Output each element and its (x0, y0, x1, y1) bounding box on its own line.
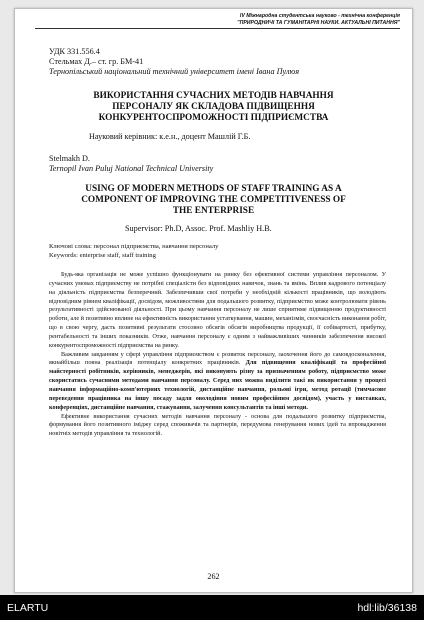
keywords-ua: Ключові слова: персонал підприємства, навчання персоналу (49, 243, 219, 250)
title-ua-line: ВИКОРИСТАННЯ СУЧАСНИХ МЕТОДІВ НАВЧАННЯ (93, 91, 334, 101)
header-rule (35, 28, 400, 29)
keywords-block (49, 242, 386, 260)
footer-repository-label: ELARTU (7, 602, 49, 614)
title-en-line: THE ENTERPRISE (172, 206, 255, 216)
conference-header-line1: IV Міжнародна студентська науково - технічна конференція (239, 13, 400, 19)
author-block-ua (49, 47, 386, 77)
paragraph-1: Будь-яка організація не може успішно функціонувати на ринку без ефективної системи управління персоналом. У сучасних умовах підприємству не потрібні спеціалісти без відповідних навичок, знань та вмінь. Вплив кадрового потенціалу на діяльність підприємства безперечний. Забезпечивши свої потреби у необхідній кількості працівників, що володіють відповідним рівнем кваліфікації, досвідом, можливостями для подальшого розвитку, підприємство може контролювати рівень результативності здійснюваної діяльності. При цьому навчання персоналу не лише сприятиме підвищенню продуктивності роботи, але й позитивно вплине на ефективність використання устаткування, машин, механізмів, своєчасність виконання робіт, що в свою чергу, дасть позитивні результати стосовно обсягів обсягів виробництва продукції, її собівартості, прибутку, рентабельності та інших показників. Отже, навчання персоналу є одним з найважливіших чинників забезпечення високої конкурентоспроможності підприємства на ринку. (49, 271, 386, 349)
title-ua-line: ПЕРСОНАЛУ ЯК СКЛАДОВА ПІДВИЩЕННЯ (112, 102, 315, 112)
footer-bar (0, 595, 424, 620)
title-en (37, 184, 390, 217)
supervisor-en: Supervisor: Ph.D, Assoc. Prof. Mashliy H.B. (125, 224, 272, 233)
page-number: 262 (207, 572, 220, 581)
conference-header-line2: "ПРИРОДНИЧІ ТА ГУМАНІТАРНІ НАУКИ. АКТУАЛЬНІ ПИТАННЯ" (237, 20, 400, 26)
paragraph-2-bold: Для підвищення кваліфікації та професійної майстерності робітників, керівників, менеджерів, які виконують різну за призначенням роботу, підприємство може скористатись сучасними методами навчання персоналу. Серед них можна виділити такі як використання у процесі навчання інформаційно-комп'ютерних технологій, дистанційне навчання, рольові ігри, метод ротації (тимчасове переведення працівника на іншу посаду задля оволодіння новим професійним досвідом), участь у виставках, конференціях, дистанційне навчання, стажування, залучення консультантів та інші методи. (49, 359, 386, 411)
title-en-line: USING OF MODERN METHODS OF STAFF TRAINING AS A (85, 184, 342, 194)
title-ua (37, 91, 390, 124)
footer-handle-link[interactable]: hdl:lib/36138 (357, 602, 417, 614)
udc-code: УДК 331.556.4 (49, 47, 100, 56)
body-text (49, 271, 386, 439)
affiliation-en: Ternopil Ivan Puluj National Technical University (49, 164, 214, 173)
paragraph-2 (49, 351, 386, 413)
author-en: Stelmakh D. (49, 154, 90, 163)
title-en-line: COMPONENT OF IMPROVING THE COMPETITIVENESS OF (81, 195, 346, 205)
author-ua: Стельмах Д.– ст. гр. БМ-41 (49, 57, 144, 66)
conference-header (100, 13, 400, 27)
paragraph-2-plain: Важливим завданням у сфері управління підприємством є розвиток персоналу, заохочення його до самовдосконалення, якнайбільш повна реалізація потенціалу конкретних працівників. (49, 350, 386, 367)
keywords-en: Keywords: enterprise staff, staff training (49, 252, 156, 259)
paragraph-3: Ефективне використання сучасних методів навчання персоналу - основа для подальшого розвитку підприємства, формування його позитивного іміджу серед споживачів та партнерів, передумова генерування нових ідей та впровадження новітніх методів управління та технологій. (49, 412, 386, 438)
supervisor-ua: Науковий керівник: к.е.н., доцент Машлій Г.Б. (89, 132, 251, 141)
affiliation-ua: Тернопільський національний технічний університет імені Івана Пулюя (49, 67, 300, 76)
author-block-en (49, 154, 386, 174)
title-ua-line: КОНКУРЕНТОСПРОМОЖНОСТІ ПІДПРИЄМСТВА (98, 113, 329, 123)
document-page (14, 8, 413, 593)
